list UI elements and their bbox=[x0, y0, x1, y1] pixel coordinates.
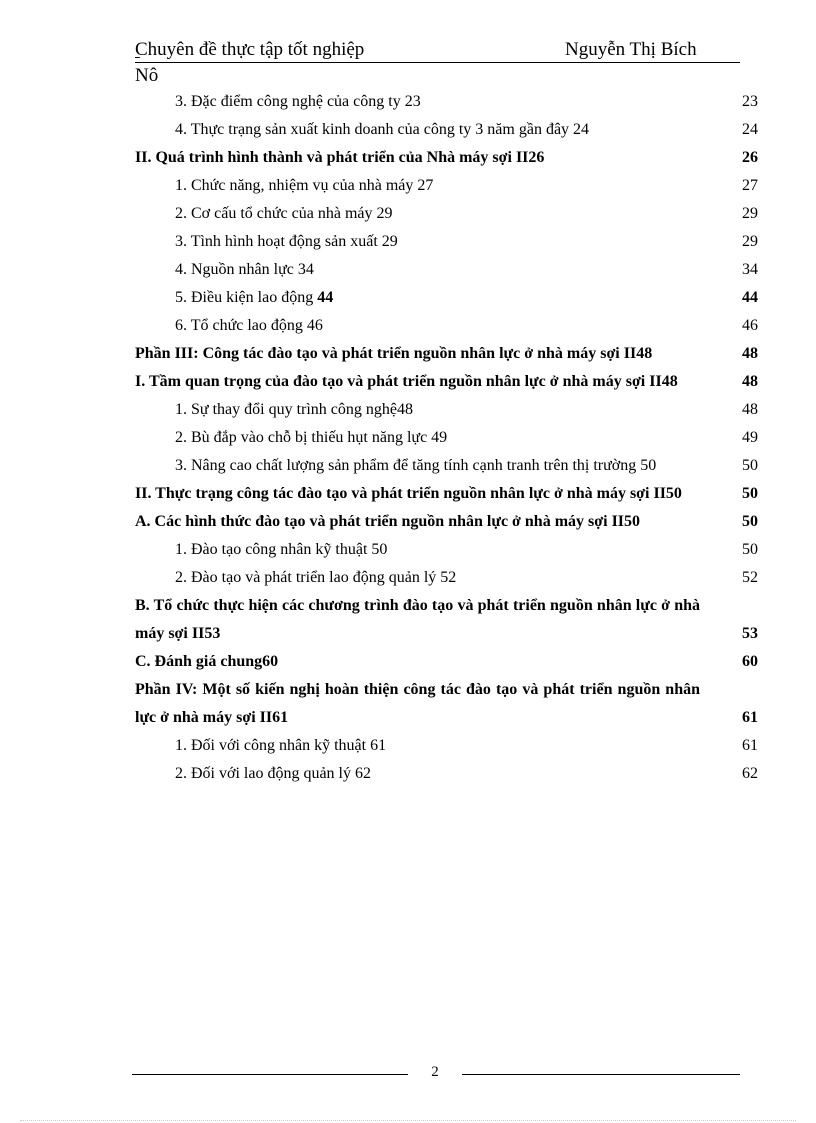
toc-entry[interactable] bbox=[135, 88, 758, 116]
header-author: Nguyễn Thị Bích bbox=[565, 39, 697, 60]
toc-entry-page-number: 61 bbox=[742, 737, 758, 754]
toc-entry[interactable] bbox=[135, 116, 758, 144]
toc-entry-page-number: 53 bbox=[742, 625, 758, 642]
toc-entry[interactable] bbox=[135, 760, 758, 788]
toc-entry-title: 1. Đào tạo công nhân kỹ thuật 50 bbox=[175, 541, 388, 558]
toc-entry-title: II. Thực trạng công tác đào tạo và phát triển nguồn nhân lực ở nhà máy sợi II50 bbox=[135, 485, 682, 502]
toc-entry-page-number: 23 bbox=[742, 93, 758, 110]
running-header bbox=[135, 38, 740, 63]
table-of-contents bbox=[135, 88, 758, 788]
header-author-continuation: Nô bbox=[135, 65, 159, 86]
toc-entry-page-number: 50 bbox=[742, 513, 758, 530]
toc-entry-title: I. Tầm quan trọng của đào tạo và phát triển nguồn nhân lực ở nhà máy sợi II48 bbox=[135, 373, 678, 390]
toc-entry-title: 1. Chức năng, nhiệm vụ của nhà máy 27 bbox=[175, 177, 434, 194]
footer-rule-right bbox=[462, 1074, 740, 1075]
toc-entry[interactable] bbox=[135, 452, 758, 480]
toc-entry[interactable] bbox=[135, 424, 758, 452]
toc-entry-title: 2. Bù đắp vào chỗ bị thiếu hụt năng lực 49 bbox=[175, 429, 448, 446]
toc-entry-title: II. Quá trình hình thành và phát triển của Nhà máy sợi II26 bbox=[135, 149, 545, 166]
toc-entry-title: 3. Nâng cao chất lượng sản phẩm để tăng tính cạnh tranh trên thị trường 50 bbox=[175, 457, 657, 474]
toc-entry-page-number: 46 bbox=[742, 317, 758, 334]
toc-entry-page-number: 50 bbox=[742, 541, 758, 558]
toc-entry[interactable] bbox=[135, 228, 758, 256]
toc-entry-page-number: 44 bbox=[742, 289, 758, 306]
toc-entry[interactable] bbox=[135, 480, 758, 508]
toc-entry-page-number: 60 bbox=[742, 653, 758, 670]
toc-entry[interactable] bbox=[135, 284, 758, 312]
toc-entry[interactable] bbox=[135, 200, 758, 228]
toc-entry-title: 1. Sự thay đổi quy trình công nghệ48 bbox=[175, 401, 413, 418]
toc-entry[interactable] bbox=[135, 732, 758, 760]
page-edge-divider bbox=[20, 1120, 796, 1121]
toc-entry-title: 6. Tổ chức lao động 46 bbox=[175, 317, 323, 334]
toc-entry-title: 2. Đào tạo và phát triển lao động quản lý 52 bbox=[175, 569, 457, 586]
toc-entry[interactable] bbox=[135, 676, 758, 732]
toc-entry-page-number: 50 bbox=[742, 457, 758, 474]
toc-entry[interactable] bbox=[135, 368, 758, 396]
toc-entry-title: 3. Tình hình hoạt động sản xuất 29 bbox=[175, 233, 398, 250]
toc-entry[interactable] bbox=[135, 564, 758, 592]
page-footer bbox=[132, 1060, 740, 1088]
toc-entry-title: 2. Đối với lao động quản lý 62 bbox=[175, 765, 371, 782]
toc-entry-page-number: 48 bbox=[742, 373, 758, 390]
toc-entry-title: Phần IV: Một số kiến nghị hoàn thiện công tác đào tạo và phát triển nguồn nhân lực ở nhà máy sợi II61 bbox=[135, 681, 700, 726]
toc-entry-title: A. Các hình thức đào tạo và phát triển nguồn nhân lực ở nhà máy sợi II50 bbox=[135, 513, 641, 530]
footer-rule-left bbox=[132, 1074, 408, 1075]
toc-entry-page-number: 50 bbox=[742, 485, 758, 502]
toc-entry-page-number: 48 bbox=[742, 401, 758, 418]
page-number: 2 bbox=[431, 1064, 439, 1080]
toc-entry-page-number: 29 bbox=[742, 233, 758, 250]
toc-entry-page-number: 26 bbox=[742, 149, 758, 166]
toc-entry-page-number: 29 bbox=[742, 205, 758, 222]
toc-entry[interactable] bbox=[135, 396, 758, 424]
toc-entry[interactable] bbox=[135, 536, 758, 564]
toc-entry[interactable] bbox=[135, 312, 758, 340]
header-title: Chuyên đề thực tập tốt nghiệp bbox=[135, 39, 365, 60]
toc-entry-title: B. Tổ chức thực hiện các chương trình đào tạo và phát triển nguồn nhân lực ở nhà máy sợi II53 bbox=[135, 597, 700, 642]
toc-entry-title: 4. Nguồn nhân lực 34 bbox=[175, 261, 314, 278]
toc-entry-title: 3. Đặc điểm công nghệ của công ty 23 bbox=[175, 93, 421, 110]
toc-entry[interactable] bbox=[135, 592, 758, 648]
toc-entry-page-number: 49 bbox=[742, 429, 758, 446]
toc-entry[interactable] bbox=[135, 648, 758, 676]
toc-entry-title: C. Đánh giá chung60 bbox=[135, 653, 279, 670]
toc-entry[interactable] bbox=[135, 340, 758, 368]
toc-entry-title: 4. Thực trạng sản xuất kinh doanh của công ty 3 năm gần đây 24 bbox=[175, 121, 590, 138]
toc-entry[interactable] bbox=[135, 508, 758, 536]
toc-entry[interactable] bbox=[135, 172, 758, 200]
toc-entry-title: Phần III: Công tác đào tạo và phát triển nguồn nhân lực ở nhà máy sợi II48 bbox=[135, 345, 653, 362]
toc-entry-title: 2. Cơ cấu tổ chức của nhà máy 29 bbox=[175, 205, 393, 222]
toc-entry-page-number: 27 bbox=[742, 177, 758, 194]
toc-entry-page-number: 61 bbox=[742, 709, 758, 726]
toc-entry-page-number: 62 bbox=[742, 765, 758, 782]
toc-entry-page-number: 24 bbox=[742, 121, 758, 138]
toc-entry-page-number: 34 bbox=[742, 261, 758, 278]
toc-entry-page-number: 52 bbox=[742, 569, 758, 586]
toc-entry[interactable] bbox=[135, 144, 758, 172]
toc-entry-page-number: 48 bbox=[742, 345, 758, 362]
toc-entry[interactable] bbox=[135, 256, 758, 284]
toc-entry-title: 5. Điều kiện lao động 44 bbox=[175, 289, 334, 306]
toc-entry-title: 1. Đối với công nhân kỹ thuật 61 bbox=[175, 737, 387, 754]
